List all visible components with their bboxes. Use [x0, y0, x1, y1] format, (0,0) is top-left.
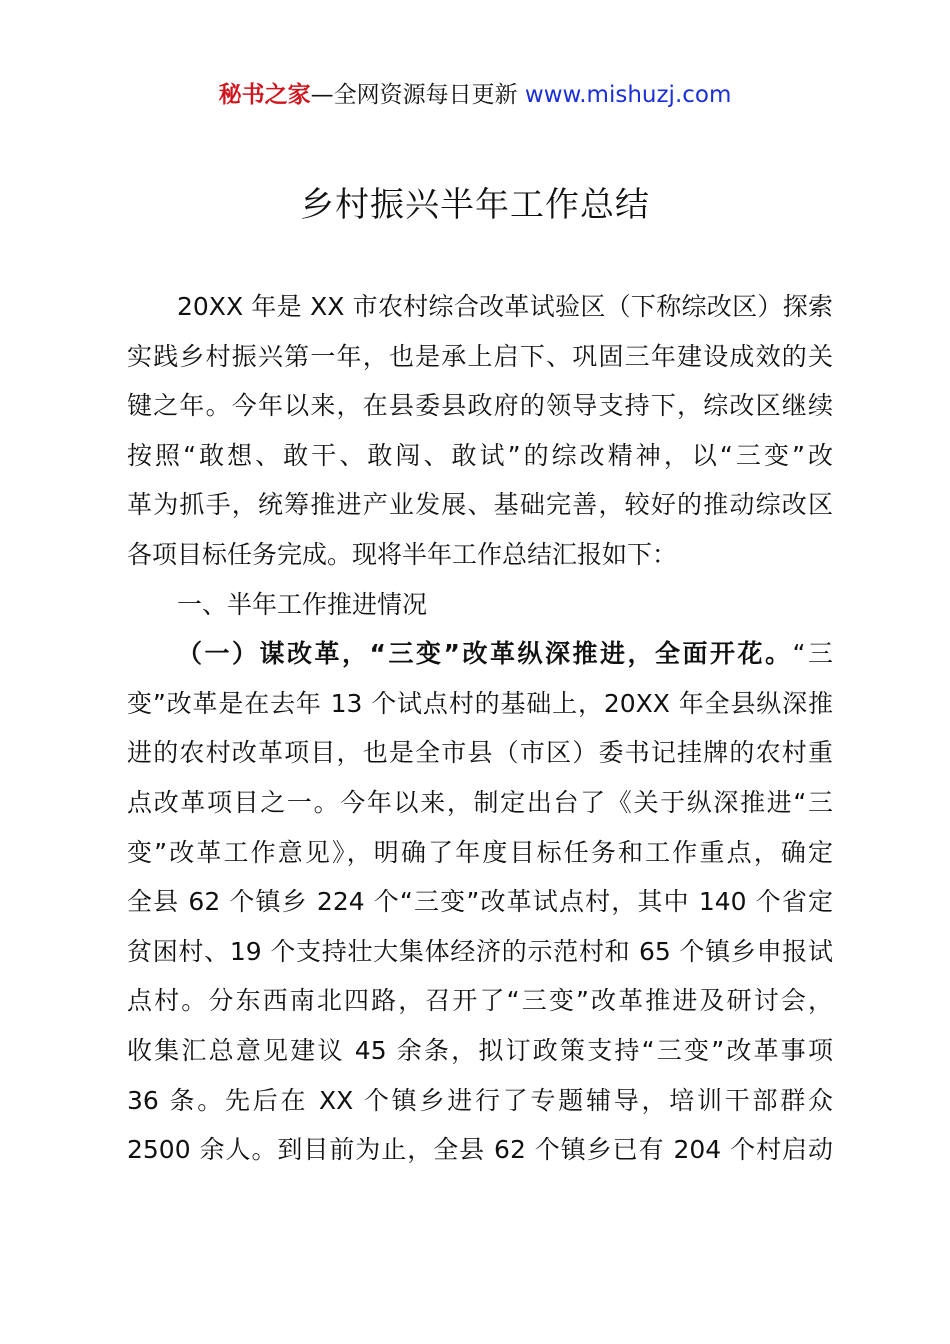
paragraph-line: 贫困村、19 个支持壮大集体经济的示范村和 65 个镇乡申报试 [127, 936, 833, 966]
paragraph-line: 实践乡村振兴第一年，也是承上启下、巩固三年建设成效的关 [127, 341, 833, 371]
paragraph-line: 键之年。今年以来，在县委县政府的领导支持下，综改区继续 [127, 391, 833, 421]
section-heading: 一、半年工作推进情况 [177, 589, 428, 619]
paragraph-line: 点改革项目之一。今年以来，制定出台了《关于纵深推进“三 [127, 787, 833, 817]
paragraph-line: 各项目标任务完成。现将半年工作总结汇报如下： [127, 539, 678, 569]
site-header [0, 78, 950, 112]
subsection-line [127, 629, 833, 679]
site-brand: 秘书之家 [218, 82, 311, 108]
subsection-lead-text: “三 [792, 639, 833, 669]
site-url-link[interactable]: www.mishuzj.com [524, 82, 732, 108]
subsection-heading: （一）谋改革，“三变”改革纵深推进，全面开花。 [177, 639, 793, 669]
paragraph-line: 2500 余人。到目前为止，全县 62 个镇乡已有 204 个村启动 [127, 1135, 833, 1165]
site-tagline: —全网资源每日更新 [310, 82, 525, 108]
paragraph-line: 变”改革工作意见》，明确了年度目标任务和工作重点，确定 [127, 837, 833, 867]
paragraph-line: 革为抓手，统筹推进产业发展、基础完善，较好的推动综改区 [127, 490, 833, 520]
paragraph-line: 按照“敢想、敢干、敢闯、敢试”的综改精神，以“三变”改 [127, 440, 833, 470]
paragraph-line: 点村。分东西南北四路，召开了“三变”改革推进及研讨会， [127, 986, 833, 1016]
paragraph-line: 全县 62 个镇乡 224 个“三变”改革试点村，其中 140 个省定 [127, 887, 833, 917]
paragraph-line: 36 条。先后在 XX 个镇乡进行了专题辅导，培训干部群众 [127, 1085, 833, 1115]
document-title: 乡村振兴半年工作总结 [300, 185, 650, 225]
paragraph-line: 收集汇总意见建议 45 余条，拟订政策支持“三变”改革事项 [127, 1035, 833, 1065]
paragraph-line: 变”改革是在去年 13 个试点村的基础上，20XX 年全县纵深推 [127, 688, 833, 718]
paragraph-line: 20XX 年是 XX 市农村综合改革试验区（下称综改区）探索 [177, 292, 833, 321]
document-body [127, 282, 833, 1175]
paragraph-line: 进的农村改革项目，也是全市县（市区）委书记挂牌的农村重 [127, 738, 833, 768]
